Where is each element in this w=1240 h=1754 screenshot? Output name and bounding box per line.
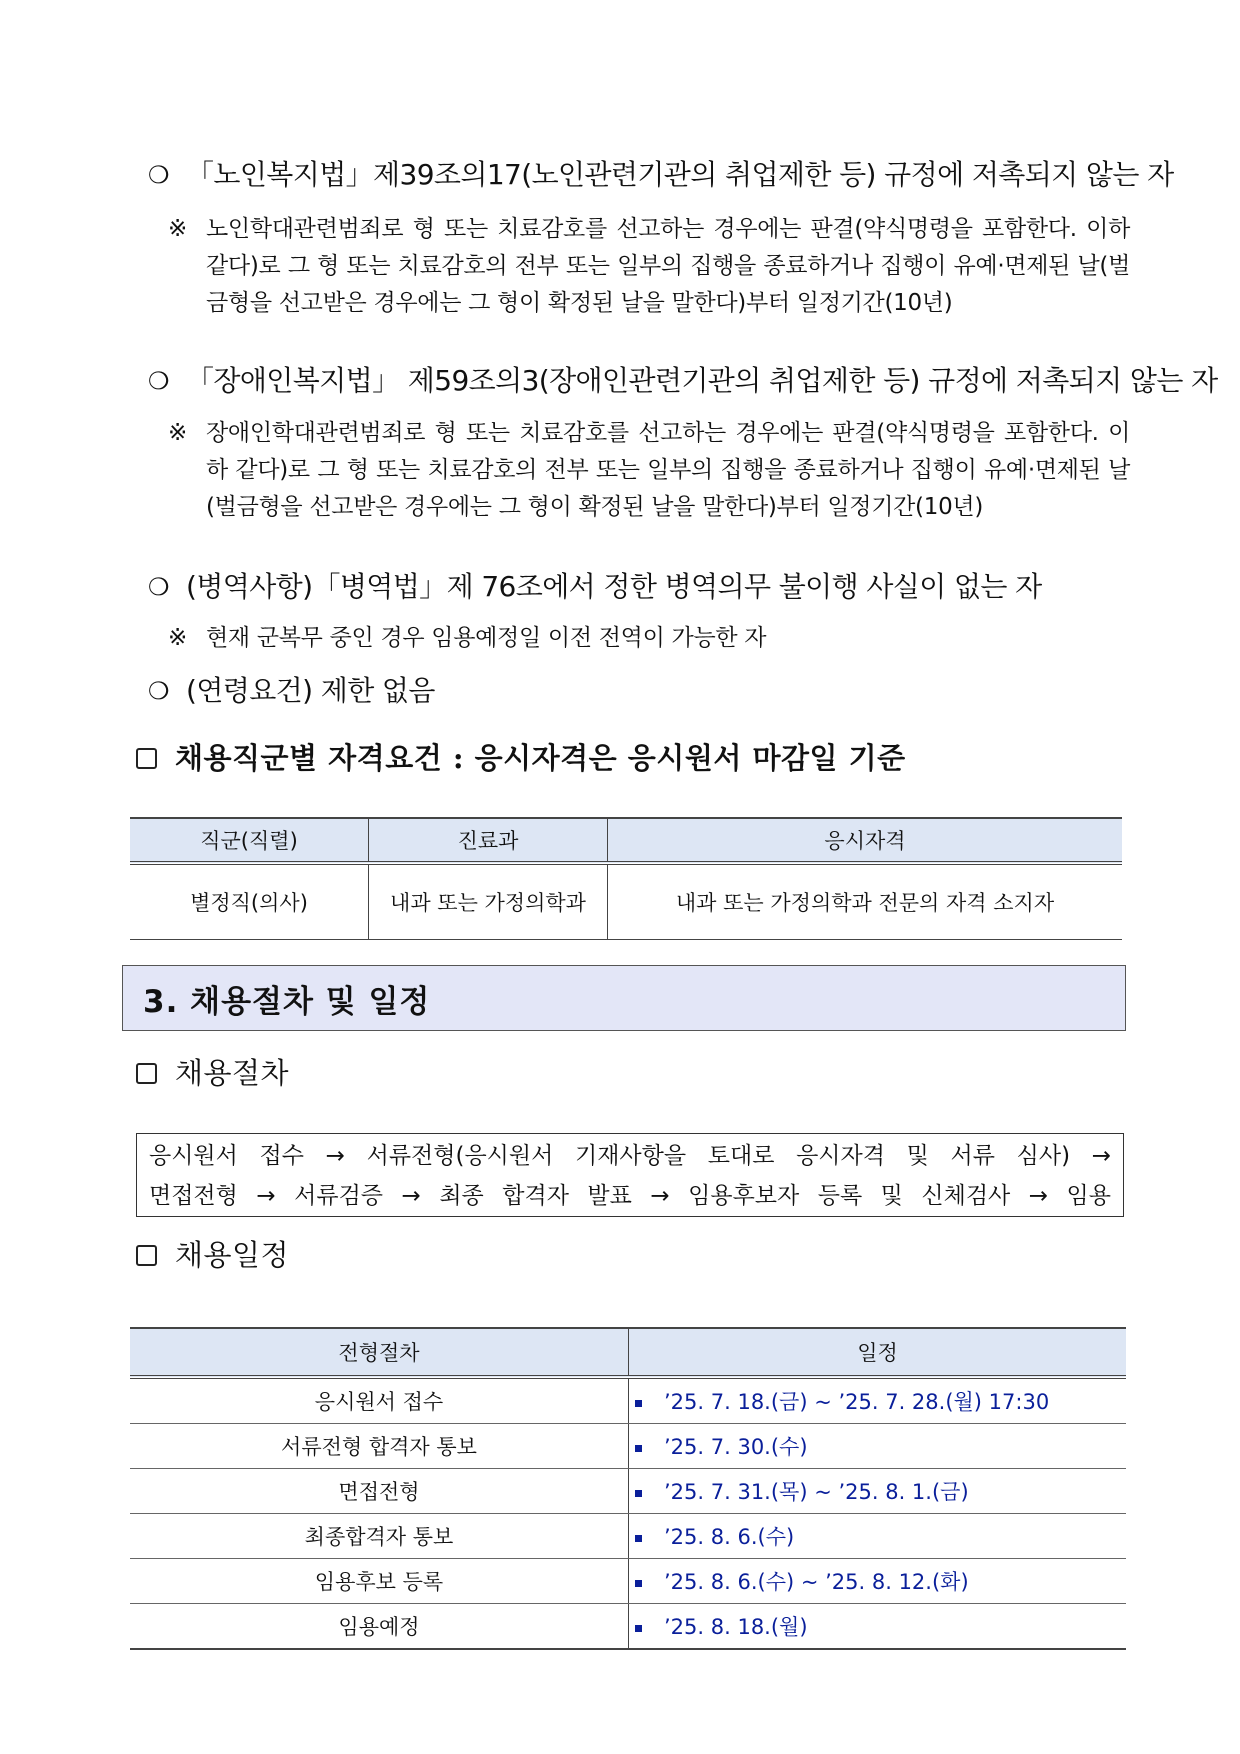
- step-cell: 임용후보 등록: [130, 1559, 629, 1604]
- bullet-disability-welfare: [148, 362, 1218, 400]
- step-cell: 응시원서 접수: [130, 1377, 629, 1424]
- table-row: [130, 1377, 1126, 1424]
- date-cell: [629, 1559, 1127, 1604]
- bullet-military-service: [148, 568, 1128, 606]
- square-bullet-icon: [136, 1245, 157, 1266]
- procedure-line: 면접전형 → 서류검증 → 최종 합격자 발표 → 임용후보자 등록 및 신체검사 → 임용: [149, 1183, 1111, 1209]
- note-military: [168, 620, 1130, 657]
- table-row: [130, 1559, 1126, 1604]
- square-bullet-icon: [635, 1445, 642, 1452]
- step-cell: 면접전형: [130, 1469, 629, 1514]
- square-bullet-icon: [635, 1490, 642, 1497]
- circle-bullet-icon: ❍: [148, 367, 169, 395]
- date-text: ’25. 7. 18.(금) ~ ’25. 7. 28.(월) 17:30: [664, 1390, 1050, 1414]
- reference-mark-icon: ※: [168, 420, 187, 446]
- schedule-heading: [136, 1235, 289, 1275]
- date-cell: [629, 1469, 1127, 1514]
- table-cell: 내과 또는 가정의학과: [369, 863, 608, 940]
- date-cell: [629, 1377, 1127, 1424]
- note-text: 장애인학대관련범죄로 형 또는 치료감호를 선고하는 경우에는 판결(약식명령을 포함한다. 이하 같다)로 그 형 또는 치료감호의 전부 또는 일부의 집행을 종료하거나 집행이 유예·면제된 날(벌금형을 선고받은 경우에는 그 형이 확정된 날을 말한다)부터 일정기간(10년): [206, 420, 1130, 520]
- note-text: 노인학대관련범죄로 형 또는 치료감호를 선고하는 경우에는 판결(약식명령을 포함한다. 이하 같다)로 그 형 또는 치료감호의 전부 또는 일부의 집행을 종료하거나 집행이 유예·면제된 날(벌금형을 선고받은 경우에는 그 형이 확정된 날을 말한다)부터 일정기간(10년): [206, 216, 1130, 316]
- procedure-heading: [136, 1053, 289, 1093]
- table-row: [130, 1424, 1126, 1469]
- bullet-text: (병역사항)「병역법」제 76조에서 정한 병역의무 불이행 사실이 없는 자: [186, 570, 1042, 603]
- column-header: 일정: [629, 1328, 1127, 1377]
- qualification-heading: [136, 738, 906, 778]
- heading-text: 채용절차: [175, 1056, 290, 1090]
- date-cell: [629, 1514, 1127, 1559]
- square-bullet-icon: [635, 1625, 642, 1632]
- table-row: [130, 1469, 1126, 1514]
- heading-text: 채용직군별 자격요건 : 응시자격은 응시원서 마감일 기준: [175, 741, 906, 775]
- procedure-line: 응시원서 접수 → 서류전형(응시원서 기재사항을 토대로 응시자격 및 서류 심사) →: [149, 1143, 1111, 1169]
- qualification-table: [130, 817, 1122, 940]
- square-bullet-icon: [136, 1063, 157, 1084]
- bullet-elder-welfare: [148, 156, 1174, 194]
- date-cell: [629, 1424, 1127, 1469]
- column-header: 직군(직렬): [130, 818, 369, 863]
- table-cell: 별정직(의사): [130, 863, 369, 940]
- heading-text: 채용일정: [175, 1238, 290, 1272]
- date-text: ’25. 8. 6.(수) ~ ’25. 8. 12.(화): [664, 1570, 969, 1594]
- date-text: ’25. 8. 18.(월): [664, 1615, 808, 1639]
- square-bullet-icon: [635, 1535, 642, 1542]
- table-cell: 내과 또는 가정의학과 전문의 자격 소지자: [608, 863, 1123, 940]
- bullet-text: 「장애인복지법」 제59조의3(장애인관련기관의 취업제한 등) 규정에 저촉되지 않는 자: [186, 364, 1218, 397]
- note-text: 현재 군복무 중인 경우 임용예정일 이전 전역이 가능한 자: [206, 625, 767, 651]
- circle-bullet-icon: ❍: [148, 573, 169, 601]
- section-title-bar: [122, 965, 1126, 1031]
- date-cell: [629, 1604, 1127, 1650]
- table-row: [130, 1514, 1126, 1559]
- square-bullet-icon: [635, 1400, 642, 1407]
- column-header: 전형절차: [130, 1328, 629, 1377]
- table-header-row: [130, 818, 1122, 863]
- reference-mark-icon: ※: [168, 625, 187, 651]
- column-header: 응시자격: [608, 818, 1123, 863]
- bullet-text: 「노인복지법」제39조의17(노인관련기관의 취업제한 등) 규정에 저촉되지 않는 자: [186, 158, 1174, 191]
- table-row: [130, 863, 1122, 940]
- section-title: 3. 채용절차 및 일정: [143, 983, 431, 1020]
- reference-mark-icon: ※: [168, 216, 187, 242]
- column-header: 진료과: [369, 818, 608, 863]
- circle-bullet-icon: ❍: [148, 161, 169, 189]
- step-cell: 임용예정: [130, 1604, 629, 1650]
- date-text: ’25. 7. 31.(목) ~ ’25. 8. 1.(금): [664, 1480, 969, 1504]
- bullet-age: [148, 672, 1128, 710]
- step-cell: 서류전형 합격자 통보: [130, 1424, 629, 1469]
- note-elder-abuse: [168, 211, 1130, 322]
- date-text: ’25. 7. 30.(수): [664, 1435, 808, 1459]
- schedule-table: [130, 1327, 1126, 1650]
- note-disability-abuse: [168, 415, 1130, 526]
- square-bullet-icon: [136, 748, 157, 769]
- procedure-box: [136, 1133, 1124, 1217]
- step-cell: 최종합격자 통보: [130, 1514, 629, 1559]
- date-text: ’25. 8. 6.(수): [664, 1525, 795, 1549]
- table-header-row: [130, 1328, 1126, 1377]
- square-bullet-icon: [635, 1580, 642, 1587]
- bullet-text: (연령요건) 제한 없음: [186, 674, 435, 707]
- table-row: [130, 1604, 1126, 1650]
- circle-bullet-icon: ❍: [148, 677, 169, 705]
